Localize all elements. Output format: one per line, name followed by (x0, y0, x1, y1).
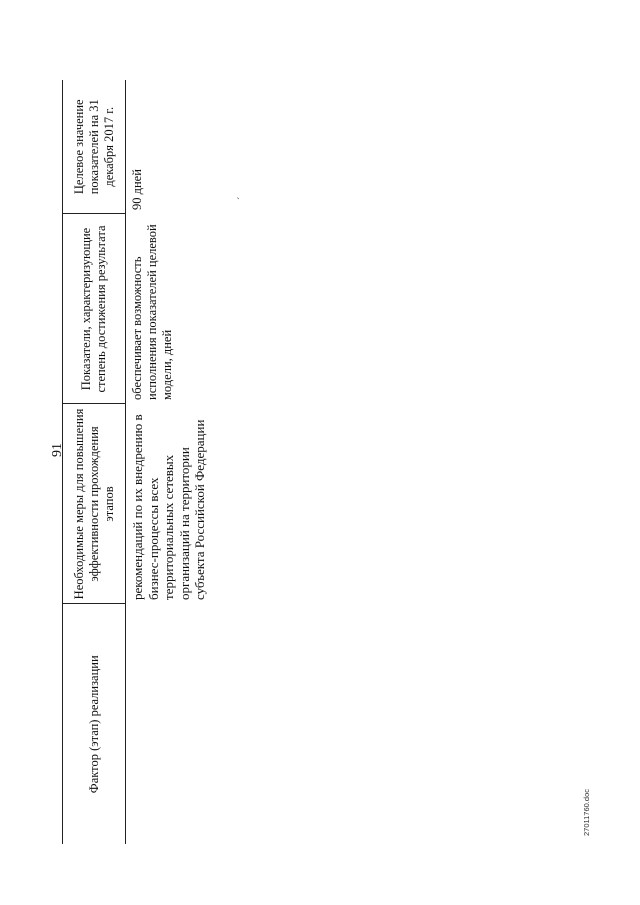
cell-indicators: обеспечивает возможность исполнения показателей целевой модели, дней (130, 224, 174, 400)
table-row (126, 80, 208, 844)
page-number: 91 (50, 443, 65, 457)
footer-doc-code: 27011760.doc (582, 789, 591, 836)
rotated-content (40, 48, 610, 848)
cell-measures: рекомендаций по их внедрению в бизнес-процессы всех территориальных сетевых организаций на территории субъекта Российской Федерации (130, 414, 207, 600)
header-target: Целевое значение показателей на 31 декабря 2017 г. (63, 80, 126, 214)
table-header-row (63, 80, 126, 844)
stray-mark: ´ (237, 196, 248, 200)
cell-target: 90 дней (130, 169, 144, 210)
header-indicators: Показатели, характеризующие степень достижения результата (63, 214, 126, 404)
header-measures: Необходимые меры для повышения эффективности прохождения этапов (63, 404, 126, 604)
header-factor: Фактор (этап) реализации (63, 604, 126, 844)
results-table (62, 80, 208, 844)
cell-factor (126, 604, 208, 844)
